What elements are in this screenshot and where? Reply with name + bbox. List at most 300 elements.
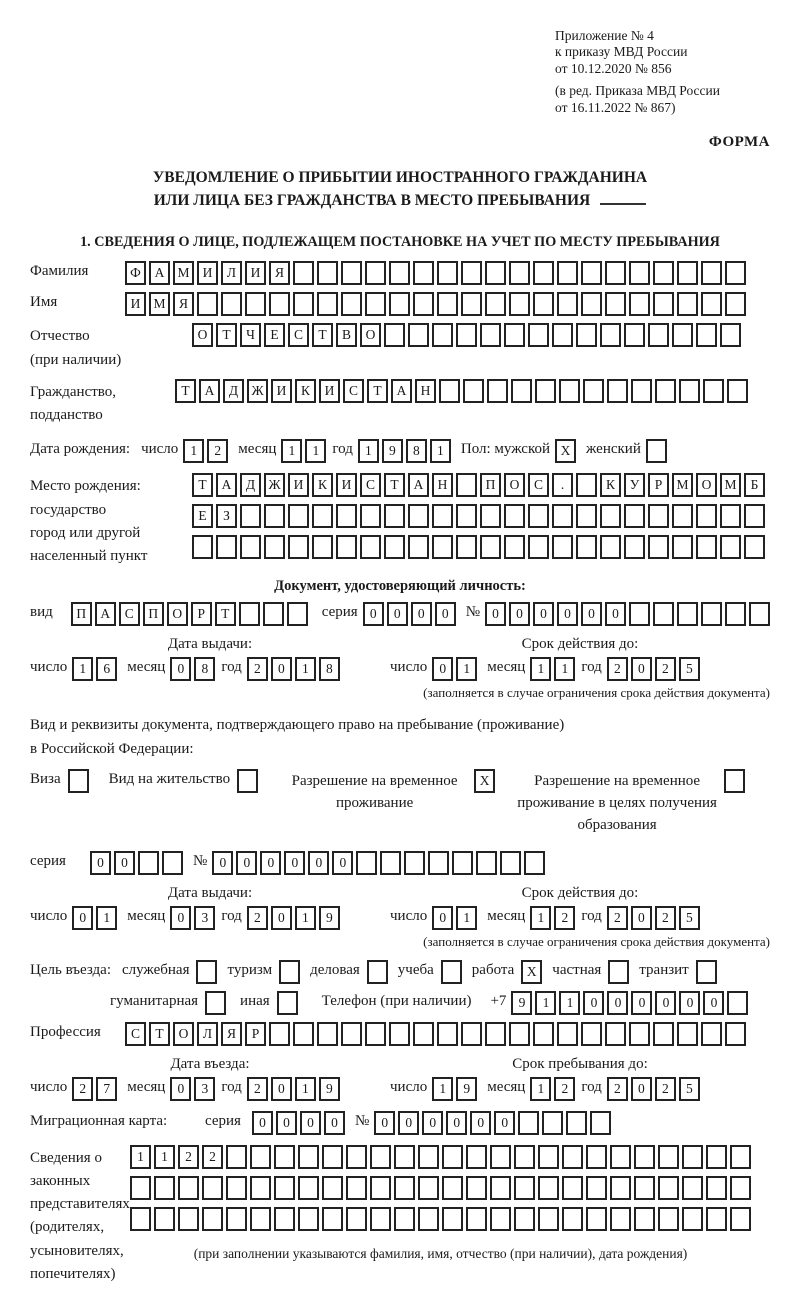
patronymic-cell[interactable] [696, 323, 717, 347]
patronymic-cell[interactable] [576, 323, 597, 347]
representatives-cell[interactable] [418, 1207, 439, 1231]
stay-year-cell[interactable]: 5 [679, 1077, 700, 1101]
birth-place-cell[interactable] [696, 504, 717, 528]
doc-number-cell[interactable] [701, 602, 722, 626]
residence-series-cell[interactable] [138, 851, 159, 875]
migration-number-cell[interactable]: 0 [422, 1111, 443, 1135]
birth-place-cell[interactable]: Д [240, 473, 261, 497]
phone-cell[interactable] [727, 991, 748, 1015]
surname-cell[interactable]: И [245, 261, 266, 285]
representatives-cell[interactable] [442, 1145, 463, 1169]
migration-series-cell[interactable]: 0 [300, 1111, 321, 1135]
purpose-tourism-checkbox-cell[interactable] [279, 960, 300, 984]
citizenship-cell[interactable]: С [343, 379, 364, 403]
doc-valid-year-cell[interactable]: 5 [679, 657, 700, 681]
name-cell[interactable] [533, 292, 554, 316]
representatives-cell[interactable] [202, 1207, 223, 1231]
birth-place-cell[interactable] [720, 504, 741, 528]
representatives-cell[interactable] [514, 1207, 535, 1231]
profession-cell[interactable] [341, 1022, 362, 1046]
representatives-cell[interactable] [418, 1176, 439, 1200]
name-cell[interactable]: И [125, 292, 146, 316]
doc-number-cell[interactable] [677, 602, 698, 626]
name-cell[interactable]: Я [173, 292, 194, 316]
patronymic-cell[interactable] [456, 323, 477, 347]
residence-series-cell[interactable]: 0 [114, 851, 135, 875]
sex-female-checkbox-cell[interactable] [646, 439, 667, 463]
birth-place-cell[interactable] [624, 535, 645, 559]
representatives-cell[interactable] [514, 1176, 535, 1200]
patronymic-cell[interactable]: С [288, 323, 309, 347]
doc-kind-cell[interactable]: А [95, 602, 116, 626]
name-cell[interactable] [653, 292, 674, 316]
birth-month-cell[interactable]: 1 [305, 439, 326, 463]
profession-cell[interactable] [629, 1022, 650, 1046]
birth-place-cell[interactable] [672, 535, 693, 559]
birth-place-cell[interactable] [456, 504, 477, 528]
birth-place-cell[interactable] [600, 504, 621, 528]
birth-place-cell[interactable]: А [216, 473, 237, 497]
birth-place-cell[interactable] [504, 535, 525, 559]
doc-kind-cell[interactable] [263, 602, 284, 626]
representatives-cell[interactable] [682, 1145, 703, 1169]
stay-year-cell[interactable]: 2 [655, 1077, 676, 1101]
doc-kind-cell[interactable]: Р [191, 602, 212, 626]
doc-valid-year-cell[interactable]: 0 [631, 657, 652, 681]
residence-issue-year-cell[interactable]: 9 [319, 906, 340, 930]
representatives-cell[interactable] [370, 1207, 391, 1231]
birth-place-cell[interactable] [720, 535, 741, 559]
representatives-cell[interactable] [250, 1207, 271, 1231]
birth-place-cell[interactable]: И [336, 473, 357, 497]
purpose-official-checkbox-cell[interactable] [196, 960, 217, 984]
migration-number-cell[interactable] [590, 1111, 611, 1135]
name-cell[interactable] [437, 292, 458, 316]
representatives-cell[interactable] [538, 1145, 559, 1169]
birth-place-cell[interactable] [384, 535, 405, 559]
birth-place-cell[interactable] [648, 504, 669, 528]
doc-number-cell[interactable] [629, 602, 650, 626]
birth-place-cell[interactable] [264, 535, 285, 559]
phone-cell[interactable]: 0 [703, 991, 724, 1015]
surname-cell[interactable] [317, 261, 338, 285]
representatives-cell[interactable] [322, 1145, 343, 1169]
representatives-cell[interactable] [130, 1207, 151, 1231]
birth-place-cell[interactable]: У [624, 473, 645, 497]
phone-cell[interactable]: 1 [559, 991, 580, 1015]
citizenship-cell[interactable]: Д [223, 379, 244, 403]
birth-year-cell[interactable]: 9 [382, 439, 403, 463]
doc-kind-cell[interactable]: П [143, 602, 164, 626]
birth-place-cell[interactable] [480, 504, 501, 528]
citizenship-cell[interactable] [607, 379, 628, 403]
representatives-cell[interactable] [634, 1176, 655, 1200]
profession-cell[interactable]: С [125, 1022, 146, 1046]
doc-kind-cell[interactable]: П [71, 602, 92, 626]
birth-place-cell[interactable]: . [552, 473, 573, 497]
representatives-cell[interactable] [658, 1145, 679, 1169]
profession-cell[interactable] [437, 1022, 458, 1046]
representatives-cell[interactable] [346, 1145, 367, 1169]
representatives-cell[interactable] [346, 1176, 367, 1200]
birth-place-cell[interactable] [504, 504, 525, 528]
purpose-work-checkbox-cell[interactable]: X [521, 960, 542, 984]
birth-place-cell[interactable] [576, 473, 597, 497]
representatives-cell[interactable]: 1 [130, 1145, 151, 1169]
birth-place-cell[interactable] [432, 504, 453, 528]
name-cell[interactable] [509, 292, 530, 316]
birth-place-cell[interactable] [312, 504, 333, 528]
name-cell[interactable] [317, 292, 338, 316]
birth-place-cell[interactable] [648, 535, 669, 559]
birth-place-cell[interactable]: О [696, 473, 717, 497]
patronymic-cell[interactable] [720, 323, 741, 347]
representatives-cell[interactable] [682, 1207, 703, 1231]
entry-day-cell[interactable]: 2 [72, 1077, 93, 1101]
profession-cell[interactable] [533, 1022, 554, 1046]
profession-cell[interactable] [581, 1022, 602, 1046]
doc-number-cell[interactable]: 0 [557, 602, 578, 626]
surname-cell[interactable] [293, 261, 314, 285]
representatives-cell[interactable] [538, 1207, 559, 1231]
profession-cell[interactable] [317, 1022, 338, 1046]
profession-cell[interactable] [485, 1022, 506, 1046]
birth-place-cell[interactable]: А [408, 473, 429, 497]
citizenship-cell[interactable] [655, 379, 676, 403]
representatives-cell[interactable] [466, 1176, 487, 1200]
citizenship-cell[interactable] [631, 379, 652, 403]
birth-place-cell[interactable]: Б [744, 473, 765, 497]
name-cell[interactable] [221, 292, 242, 316]
name-cell[interactable] [413, 292, 434, 316]
citizenship-cell[interactable] [535, 379, 556, 403]
citizenship-cell[interactable] [511, 379, 532, 403]
birth-place-cell[interactable] [288, 504, 309, 528]
residence-number-cell[interactable]: 0 [332, 851, 353, 875]
representatives-cell[interactable] [466, 1207, 487, 1231]
representatives-cell[interactable] [226, 1176, 247, 1200]
surname-cell[interactable] [509, 261, 530, 285]
doc-number-cell[interactable]: 0 [581, 602, 602, 626]
birth-place-cell[interactable] [576, 504, 597, 528]
representatives-cell[interactable] [658, 1207, 679, 1231]
birth-day-cell[interactable]: 1 [183, 439, 204, 463]
citizenship-cell[interactable] [727, 379, 748, 403]
citizenship-cell[interactable] [487, 379, 508, 403]
representatives-cell[interactable]: 2 [178, 1145, 199, 1169]
doc-series-cell[interactable]: 0 [411, 602, 432, 626]
residence-valid-year-cell[interactable]: 0 [631, 906, 652, 930]
doc-valid-day-cell[interactable]: 0 [432, 657, 453, 681]
residence-number-cell[interactable]: 0 [260, 851, 281, 875]
migration-number-cell[interactable]: 0 [494, 1111, 515, 1135]
name-cell[interactable] [605, 292, 626, 316]
surname-cell[interactable]: Ф [125, 261, 146, 285]
temp-residence-checkbox-cell[interactable]: X [474, 769, 495, 793]
residence-valid-year-cell[interactable]: 2 [655, 906, 676, 930]
profession-cell[interactable] [557, 1022, 578, 1046]
profession-cell[interactable] [413, 1022, 434, 1046]
surname-cell[interactable] [701, 261, 722, 285]
birth-place-cell[interactable] [216, 535, 237, 559]
surname-cell[interactable] [725, 261, 746, 285]
doc-issue-year-cell[interactable]: 2 [247, 657, 268, 681]
birth-place-cell[interactable]: М [720, 473, 741, 497]
representatives-cell[interactable] [178, 1207, 199, 1231]
birth-place-cell[interactable] [744, 504, 765, 528]
representatives-cell[interactable] [322, 1207, 343, 1231]
representatives-cell[interactable] [202, 1176, 223, 1200]
residence-issue-day-cell[interactable]: 0 [72, 906, 93, 930]
citizenship-cell[interactable]: Н [415, 379, 436, 403]
patronymic-cell[interactable] [432, 323, 453, 347]
patronymic-cell[interactable]: В [336, 323, 357, 347]
doc-number-cell[interactable] [749, 602, 770, 626]
profession-cell[interactable] [365, 1022, 386, 1046]
birth-place-cell[interactable] [312, 535, 333, 559]
phone-cell[interactable]: 0 [679, 991, 700, 1015]
citizenship-cell[interactable]: Т [367, 379, 388, 403]
residence-issue-year-cell[interactable]: 2 [247, 906, 268, 930]
phone-cell[interactable]: 0 [631, 991, 652, 1015]
residence-number-cell[interactable]: 0 [236, 851, 257, 875]
representatives-cell[interactable] [586, 1207, 607, 1231]
patronymic-cell[interactable] [624, 323, 645, 347]
birth-place-cell[interactable] [432, 535, 453, 559]
name-cell[interactable] [269, 292, 290, 316]
surname-cell[interactable]: А [149, 261, 170, 285]
surname-cell[interactable] [581, 261, 602, 285]
purpose-private-checkbox-cell[interactable] [608, 960, 629, 984]
residence-valid-day-cell[interactable]: 0 [432, 906, 453, 930]
doc-valid-month-cell[interactable]: 1 [530, 657, 551, 681]
entry-year-cell[interactable]: 2 [247, 1077, 268, 1101]
representatives-cell[interactable] [562, 1145, 583, 1169]
representatives-cell[interactable] [490, 1145, 511, 1169]
representatives-cell[interactable] [514, 1145, 535, 1169]
residence-number-cell[interactable] [380, 851, 401, 875]
name-cell[interactable] [197, 292, 218, 316]
doc-series-cell[interactable]: 0 [435, 602, 456, 626]
doc-series-cell[interactable]: 0 [387, 602, 408, 626]
surname-cell[interactable] [629, 261, 650, 285]
surname-cell[interactable] [485, 261, 506, 285]
doc-issue-day-cell[interactable]: 6 [96, 657, 117, 681]
birth-place-cell[interactable]: Н [432, 473, 453, 497]
representatives-cell[interactable] [586, 1145, 607, 1169]
patronymic-cell[interactable]: Т [312, 323, 333, 347]
citizenship-cell[interactable] [439, 379, 460, 403]
doc-number-cell[interactable] [653, 602, 674, 626]
citizenship-cell[interactable]: К [295, 379, 316, 403]
doc-number-cell[interactable]: 0 [605, 602, 626, 626]
name-cell[interactable] [677, 292, 698, 316]
surname-cell[interactable] [533, 261, 554, 285]
birth-place-cell[interactable]: О [504, 473, 525, 497]
migration-number-cell[interactable]: 0 [470, 1111, 491, 1135]
birth-place-cell[interactable] [528, 535, 549, 559]
birth-place-cell[interactable]: И [288, 473, 309, 497]
representatives-cell[interactable] [370, 1145, 391, 1169]
stay-year-cell[interactable]: 0 [631, 1077, 652, 1101]
representatives-cell[interactable] [394, 1207, 415, 1231]
temp-residence-education-checkbox-cell[interactable] [724, 769, 745, 793]
birth-place-cell[interactable] [552, 504, 573, 528]
name-cell[interactable] [341, 292, 362, 316]
stay-year-cell[interactable]: 2 [607, 1077, 628, 1101]
stay-month-cell[interactable]: 1 [530, 1077, 551, 1101]
citizenship-cell[interactable]: Т [175, 379, 196, 403]
migration-series-cell[interactable]: 0 [252, 1111, 273, 1135]
profession-cell[interactable] [293, 1022, 314, 1046]
profession-cell[interactable] [269, 1022, 290, 1046]
residence-number-cell[interactable] [524, 851, 545, 875]
doc-valid-year-cell[interactable]: 2 [655, 657, 676, 681]
representatives-cell[interactable] [394, 1176, 415, 1200]
birth-place-cell[interactable]: П [480, 473, 501, 497]
representatives-cell[interactable] [274, 1176, 295, 1200]
representatives-cell[interactable] [418, 1145, 439, 1169]
surname-cell[interactable] [389, 261, 410, 285]
profession-cell[interactable] [725, 1022, 746, 1046]
name-cell[interactable] [725, 292, 746, 316]
representatives-cell[interactable] [298, 1145, 319, 1169]
representatives-cell[interactable] [250, 1145, 271, 1169]
profession-cell[interactable]: Т [149, 1022, 170, 1046]
representatives-cell[interactable] [346, 1207, 367, 1231]
migration-series-cell[interactable]: 0 [324, 1111, 345, 1135]
birth-place-cell[interactable] [336, 535, 357, 559]
birth-place-cell[interactable] [744, 535, 765, 559]
purpose-transit-checkbox-cell[interactable] [696, 960, 717, 984]
surname-cell[interactable] [413, 261, 434, 285]
birth-place-cell[interactable] [696, 535, 717, 559]
birth-place-cell[interactable] [672, 504, 693, 528]
residence-valid-month-cell[interactable]: 1 [530, 906, 551, 930]
residence-number-cell[interactable] [476, 851, 497, 875]
birth-place-cell[interactable] [552, 535, 573, 559]
migration-number-cell[interactable] [566, 1111, 587, 1135]
profession-cell[interactable] [389, 1022, 410, 1046]
representatives-cell[interactable] [226, 1145, 247, 1169]
representatives-cell[interactable] [538, 1176, 559, 1200]
migration-series-cell[interactable]: 0 [276, 1111, 297, 1135]
representatives-cell[interactable] [178, 1176, 199, 1200]
phone-cell[interactable]: 0 [607, 991, 628, 1015]
name-cell[interactable] [365, 292, 386, 316]
patronymic-cell[interactable]: О [360, 323, 381, 347]
patronymic-cell[interactable]: О [192, 323, 213, 347]
visa-checkbox-cell[interactable] [68, 769, 89, 793]
birth-place-cell[interactable] [576, 535, 597, 559]
doc-kind-cell[interactable] [287, 602, 308, 626]
citizenship-cell[interactable] [559, 379, 580, 403]
name-cell[interactable] [701, 292, 722, 316]
patronymic-cell[interactable]: Т [216, 323, 237, 347]
birth-place-cell[interactable] [192, 535, 213, 559]
birth-place-cell[interactable] [624, 504, 645, 528]
birth-year-cell[interactable]: 1 [430, 439, 451, 463]
birth-place-cell[interactable] [456, 535, 477, 559]
purpose-humanitarian-checkbox-cell[interactable] [205, 991, 226, 1015]
patronymic-cell[interactable] [648, 323, 669, 347]
entry-year-cell[interactable]: 9 [319, 1077, 340, 1101]
birth-place-cell[interactable]: М [672, 473, 693, 497]
residence-series-cell[interactable] [162, 851, 183, 875]
residence-number-cell[interactable] [356, 851, 377, 875]
migration-number-cell[interactable]: 0 [374, 1111, 395, 1135]
name-cell[interactable] [581, 292, 602, 316]
entry-year-cell[interactable]: 0 [271, 1077, 292, 1101]
surname-cell[interactable] [605, 261, 626, 285]
representatives-cell[interactable] [298, 1207, 319, 1231]
patronymic-cell[interactable] [408, 323, 429, 347]
doc-valid-day-cell[interactable]: 1 [456, 657, 477, 681]
patronymic-cell[interactable] [480, 323, 501, 347]
doc-kind-cell[interactable]: О [167, 602, 188, 626]
doc-kind-cell[interactable] [239, 602, 260, 626]
purpose-study-checkbox-cell[interactable] [441, 960, 462, 984]
doc-number-cell[interactable]: 0 [533, 602, 554, 626]
residence-series-cell[interactable]: 0 [90, 851, 111, 875]
migration-number-cell[interactable] [518, 1111, 539, 1135]
birth-place-cell[interactable] [360, 535, 381, 559]
citizenship-cell[interactable]: Ж [247, 379, 268, 403]
profession-cell[interactable] [605, 1022, 626, 1046]
representatives-cell[interactable] [274, 1145, 295, 1169]
residence-issue-month-cell[interactable]: 0 [170, 906, 191, 930]
residence-issue-year-cell[interactable]: 1 [295, 906, 316, 930]
birth-year-cell[interactable]: 8 [406, 439, 427, 463]
representatives-cell[interactable] [442, 1176, 463, 1200]
birth-place-cell[interactable] [264, 504, 285, 528]
doc-issue-day-cell[interactable]: 1 [72, 657, 93, 681]
doc-issue-year-cell[interactable]: 8 [319, 657, 340, 681]
representatives-cell[interactable] [562, 1176, 583, 1200]
birth-month-cell[interactable]: 1 [281, 439, 302, 463]
profession-cell[interactable] [461, 1022, 482, 1046]
surname-cell[interactable] [437, 261, 458, 285]
citizenship-cell[interactable]: И [319, 379, 340, 403]
phone-cell[interactable]: 0 [583, 991, 604, 1015]
representatives-cell[interactable] [706, 1176, 727, 1200]
stay-day-cell[interactable]: 1 [432, 1077, 453, 1101]
surname-cell[interactable] [365, 261, 386, 285]
doc-issue-year-cell[interactable]: 0 [271, 657, 292, 681]
birth-place-cell[interactable] [480, 535, 501, 559]
representatives-cell[interactable] [682, 1176, 703, 1200]
residence-valid-day-cell[interactable]: 1 [456, 906, 477, 930]
representatives-cell[interactable] [634, 1207, 655, 1231]
surname-cell[interactable] [341, 261, 362, 285]
doc-number-cell[interactable]: 0 [509, 602, 530, 626]
representatives-cell[interactable] [610, 1176, 631, 1200]
residence-issue-year-cell[interactable]: 0 [271, 906, 292, 930]
citizenship-cell[interactable]: А [199, 379, 220, 403]
stay-day-cell[interactable]: 9 [456, 1077, 477, 1101]
birth-place-cell[interactable] [600, 535, 621, 559]
patronymic-cell[interactable] [528, 323, 549, 347]
residence-number-cell[interactable] [428, 851, 449, 875]
representatives-cell[interactable] [610, 1145, 631, 1169]
representatives-cell[interactable] [250, 1176, 271, 1200]
representatives-cell[interactable] [730, 1176, 751, 1200]
surname-cell[interactable] [653, 261, 674, 285]
residence-valid-year-cell[interactable]: 2 [607, 906, 628, 930]
name-cell[interactable] [629, 292, 650, 316]
surname-cell[interactable] [461, 261, 482, 285]
profession-cell[interactable] [653, 1022, 674, 1046]
